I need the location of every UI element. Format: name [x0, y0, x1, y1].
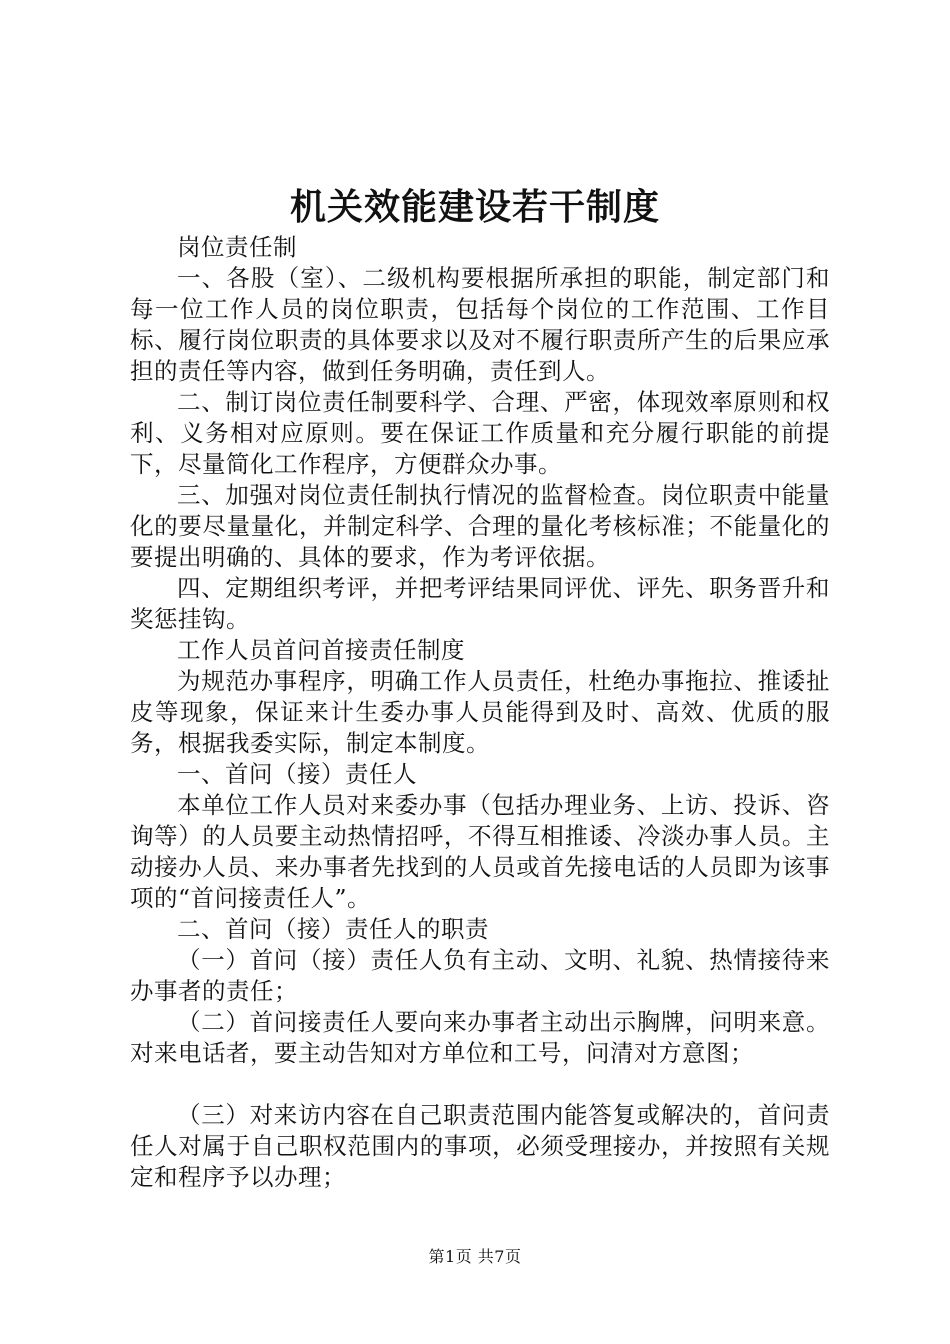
paragraph: 一、各股（室）、二级机构要根据所承担的职能，制定部门和每一位工作人员的岗位职责，包括每个岗位的工作范围、工作目标、履行岗位职责的具体要求以及对不履行职责所产生的后果应承担的责任等内容，做到任务明确，责任到人。 [130, 264, 830, 385]
paragraph: 三、加强对岗位责任制执行情况的监督检查。岗位职责中能量化的要尽量量化，并制定科学、合理的量化考核标准；不能量化的要提出明确的、具体的要求，作为考评依据。 [130, 481, 830, 571]
paragraph: （一）首问（接）责任人负有主动、文明、礼貌、热情接待来办事者的责任； [130, 946, 830, 1005]
section-heading-post-responsibility: 岗位责任制 [177, 233, 297, 261]
paragraph: 四、定期组织考评，并把考评结果同评优、评先、职务晋升和奖惩挂钩。 [130, 574, 830, 633]
paragraph: （二）首问接责任人要向来办事者主动出示胸牌，问明来意。对来电话者，要主动告知对方单位和工号，问清对方意图； [130, 1008, 830, 1067]
page-footer: 第1页 共7页 [428, 1247, 522, 1266]
subsection-heading: 一、首问（接）责任人 [177, 760, 417, 788]
paragraph: 为规范办事程序，明确工作人员责任，杜绝办事拖拉、推诿扯皮等现象，保证来计生委办事人员能得到及时、高效、优质的服务，根据我委实际，制定本制度。 [130, 667, 830, 757]
paragraph: （三）对来访内容在自己职责范围内能答复或解决的，首问责任人对属于自己职权范围内的事项，必须受理接办，并按照有关规定和程序予以办理； [130, 1101, 830, 1191]
document-body [130, 232, 830, 1193]
paragraph: 本单位工作人员对来委办事（包括办理业务、上访、投诉、咨询等）的人员要主动热情招呼，不得互相推诿、冷淡办事人员。主动接办人员、来办事者先找到的人员或首先接电话的人员即为该事项的“首问接责任人”。 [130, 791, 830, 912]
document-title: 机关效能建设若干制度 [289, 187, 660, 228]
section-heading-first-inquiry: 工作人员首问首接责任制度 [177, 636, 465, 664]
subsection-heading: 二、首问（接）责任人的职责 [177, 915, 489, 943]
paragraph: 二、制订岗位责任制要科学、合理、严密，体现效率原则和权利、义务相对应原则。要在保证工作质量和充分履行职能的前提下，尽量简化工作程序，方便群众办事。 [130, 388, 830, 478]
